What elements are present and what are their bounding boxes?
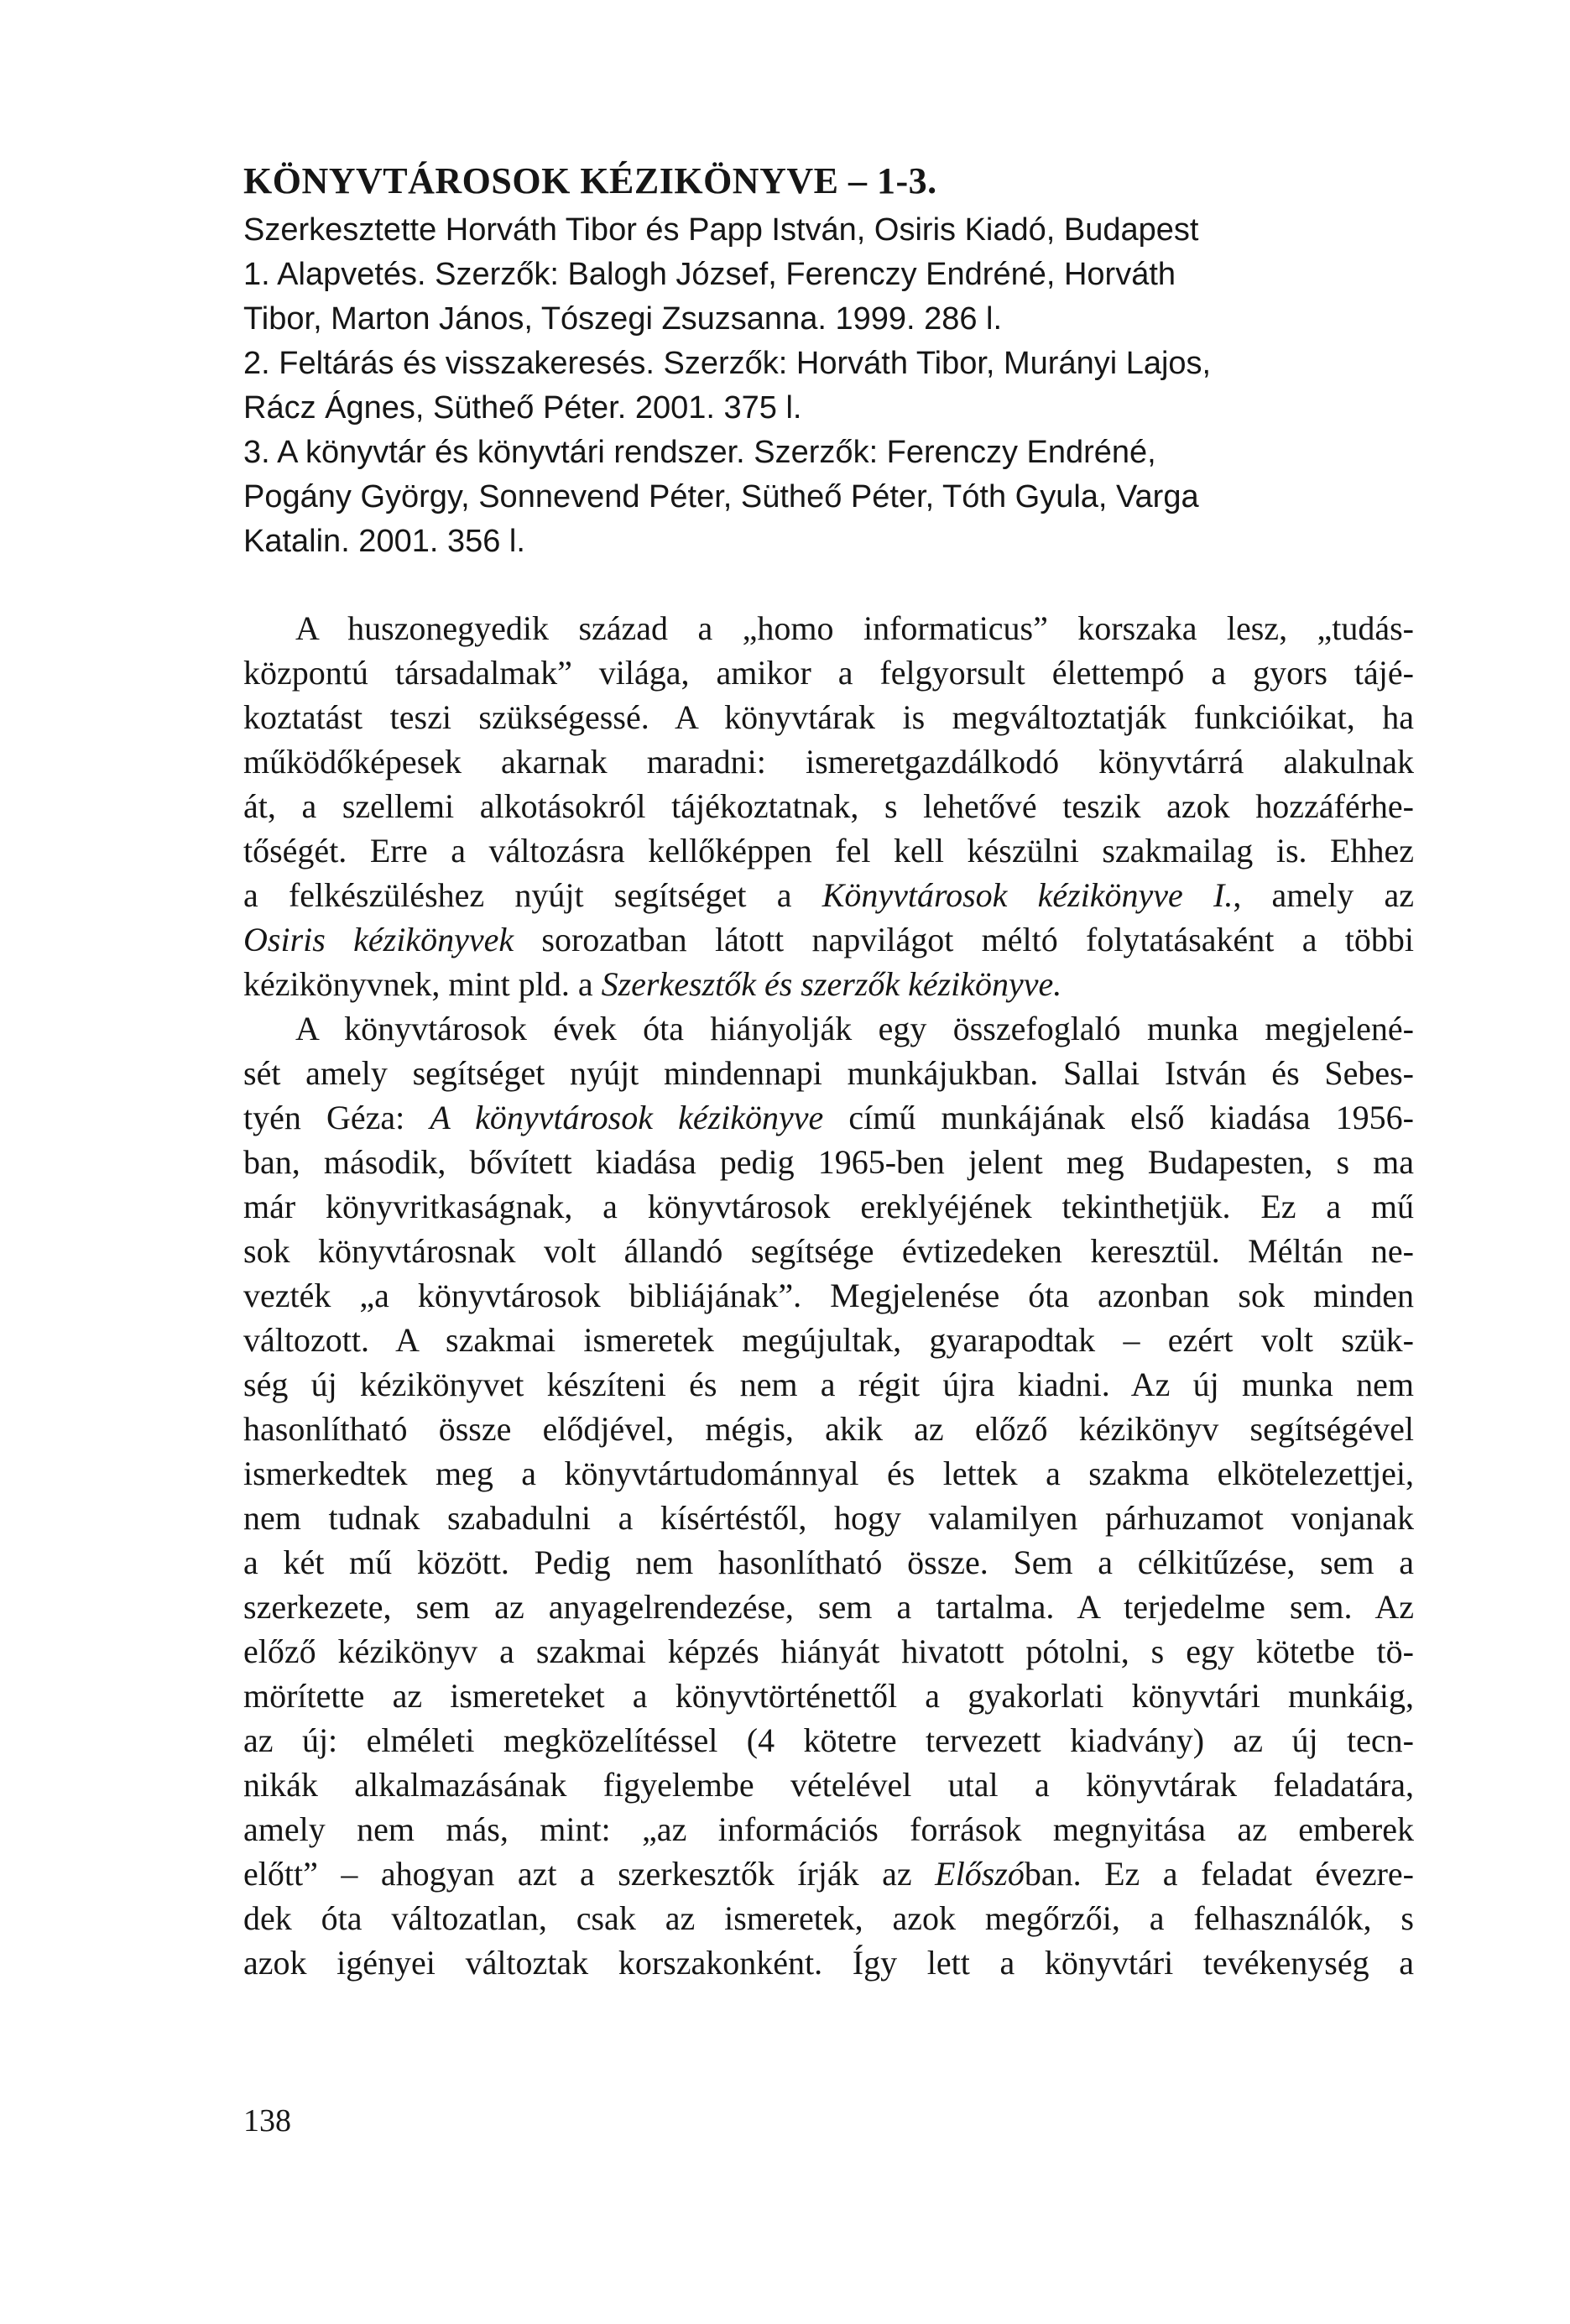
body-line: mörítette az ismereteket a könyvtörténettől a gyakorlati könyvtári munkáig, <box>243 1677 1414 1715</box>
body-line: vezték „a könyvtárosok bibliájának”. Megjelenése óta azonban sok minden <box>243 1277 1414 1314</box>
body-line <box>243 962 1414 1006</box>
preface-italic: Előszó <box>935 1855 1025 1893</box>
body-line <box>243 1095 1414 1140</box>
body-line: a két mű között. Pedig nem hasonlítható össze. Sem a célkitűzése, sem a <box>243 1543 1414 1581</box>
body-line: A könyvtárosok évek óta hiányolják egy összefoglaló munka megjelené- <box>295 1010 1414 1047</box>
body-line: dek óta változatlan, csak az ismeretek, azok megőrzői, a felhasználók, s <box>243 1899 1414 1937</box>
body-line: ség új kézikönyvet készíteni és nem a régit újra kiadni. Az új munka nem <box>243 1366 1414 1403</box>
body-line <box>243 1851 1414 1896</box>
header-line: Katalin. 2001. 356 l. <box>243 524 525 559</box>
body-line: nem tudnak szabadulni a kísértéstől, hogy valamilyen párhuzamot vonjanak <box>243 1499 1414 1537</box>
header-line: Pogány György, Sonnevend Péter, Sütheő Péter, Tóth Gyula, Varga <box>243 479 1199 514</box>
header-line: 3. A könyvtár és könyvtári rendszer. Szerzők: Ferenczy Endréné, <box>243 435 1156 470</box>
body-line <box>243 917 1414 962</box>
header-line: 1. Alapvetés. Szerzők: Balogh József, Ferenczy Endréné, Horváth <box>243 257 1176 292</box>
body-line: azok igényei változtak korszakonként. Így lett a könyvtári tevékenység a <box>243 1944 1414 1982</box>
body-line: A huszonegyedik század a „homo informaticus” korszaka lesz, „tudás- <box>295 609 1414 647</box>
body-line: ismerkedtek meg a könyvtártudománnyal és lettek a szakma elkötelezettjei, <box>243 1454 1414 1492</box>
bibliographic-header <box>243 208 1414 564</box>
body-line: működőképesek akarnak maradni: ismeretgazdálkodó könyvtárrá alakulnak <box>243 743 1414 781</box>
header-line: 2. Feltárás és visszakeresés. Szerzők: Horváth Tibor, Murányi Lajos, <box>243 346 1212 381</box>
body-line: már könyvritkaságnak, a könyvtárosok ereklyéjének tekinthetjük. Ez a mű <box>243 1188 1414 1225</box>
body-line: tőségét. Erre a változásra kellőképpen fel kell készülni szakmailag is. Ehhez <box>243 832 1414 870</box>
text-run: a felkészüléshez nyújt segítséget a <box>243 876 822 914</box>
header-line: Rácz Ágnes, Sütheő Péter. 2001. 375 l. <box>243 390 802 426</box>
header-line: Tibor, Marton János, Tószegi Zsuzsanna. 1999. 286 l. <box>243 301 1003 337</box>
body-line: nikák alkalmazásának figyelembe vételével utal a könyvtárak feladatára, <box>243 1766 1414 1804</box>
text-run: sorozatban látott napvilágot méltó folytatásaként a többi <box>514 921 1414 958</box>
body-text <box>243 606 1414 1985</box>
body-line: sét amely segítséget nyújt mindennapi munkájukban. Sallai István és Sebes- <box>243 1054 1414 1092</box>
header-line: Szerkesztette Horváth Tibor és Papp István, Osiris Kiadó, Budapest <box>243 212 1199 248</box>
page-number: 138 <box>243 2103 291 2139</box>
series-title-italic: Osiris kézikönyvek <box>243 921 514 958</box>
body-line: szerkezete, sem az anyagelrendezése, sem a tartalma. A terjedelme sem. Az <box>243 1588 1414 1626</box>
book-title-italic: Szerkesztők és szerzők kézikönyve. <box>601 965 1062 1003</box>
text-run: című munkájának első kiadása 1956- <box>823 1099 1414 1136</box>
review-title: KÖNYVTÁROSOK KÉZIKÖNYVE – 1-3. <box>243 160 937 201</box>
body-line: központú társadalmak” világa, amikor a felgyorsult élettempó a gyors tájé- <box>243 654 1414 692</box>
body-line: változott. A szakmai ismeretek megújultak, gyarapodtak – ezért volt szük- <box>243 1321 1414 1359</box>
body-line <box>243 873 1414 917</box>
body-line: sok könyvtárosnak volt állandó segítsége évtizedeken keresztül. Méltán ne- <box>243 1232 1414 1270</box>
text-run: ban. Ez a feladat évezre- <box>1024 1855 1414 1893</box>
body-line: koztatást teszi szükségessé. A könyvtárak is megváltoztatják funkcióikat, ha <box>243 698 1414 736</box>
body-line: hasonlítható össze elődjével, mégis, akik az előző kézikönyv segítségével <box>243 1410 1414 1448</box>
body-line: amely nem más, mint: „az információs források megnyitása az emberek <box>243 1810 1414 1848</box>
body-line: az új: elméleti megközelítéssel (4 kötetre tervezett kiadvány) az új tecn- <box>243 1721 1414 1759</box>
text-run: tyén Géza: <box>243 1099 430 1136</box>
text-run: kézikönyvnek, mint pld. a <box>243 965 602 1003</box>
page-content <box>243 156 1414 1985</box>
body-line: át, a szellemi alkotásokról tájékoztatnak, s lehetővé teszik azok hozzáférhe- <box>243 787 1414 825</box>
body-line: előző kézikönyv a szakmai képzés hiányát hivatott pótolni, s egy kötetbe tö- <box>243 1632 1414 1670</box>
text-run: , amely az <box>1233 876 1414 914</box>
body-line: ban, második, bővített kiadása pedig 1965-ben jelent meg Budapesten, s ma <box>243 1143 1414 1181</box>
text-run: előtt” – ahogyan azt a szerkesztők írják az <box>243 1855 936 1893</box>
book-title-italic: Könyvtárosok kézikönyve I. <box>822 876 1234 914</box>
book-title-italic: A könyvtárosok kézikönyve <box>430 1099 824 1136</box>
